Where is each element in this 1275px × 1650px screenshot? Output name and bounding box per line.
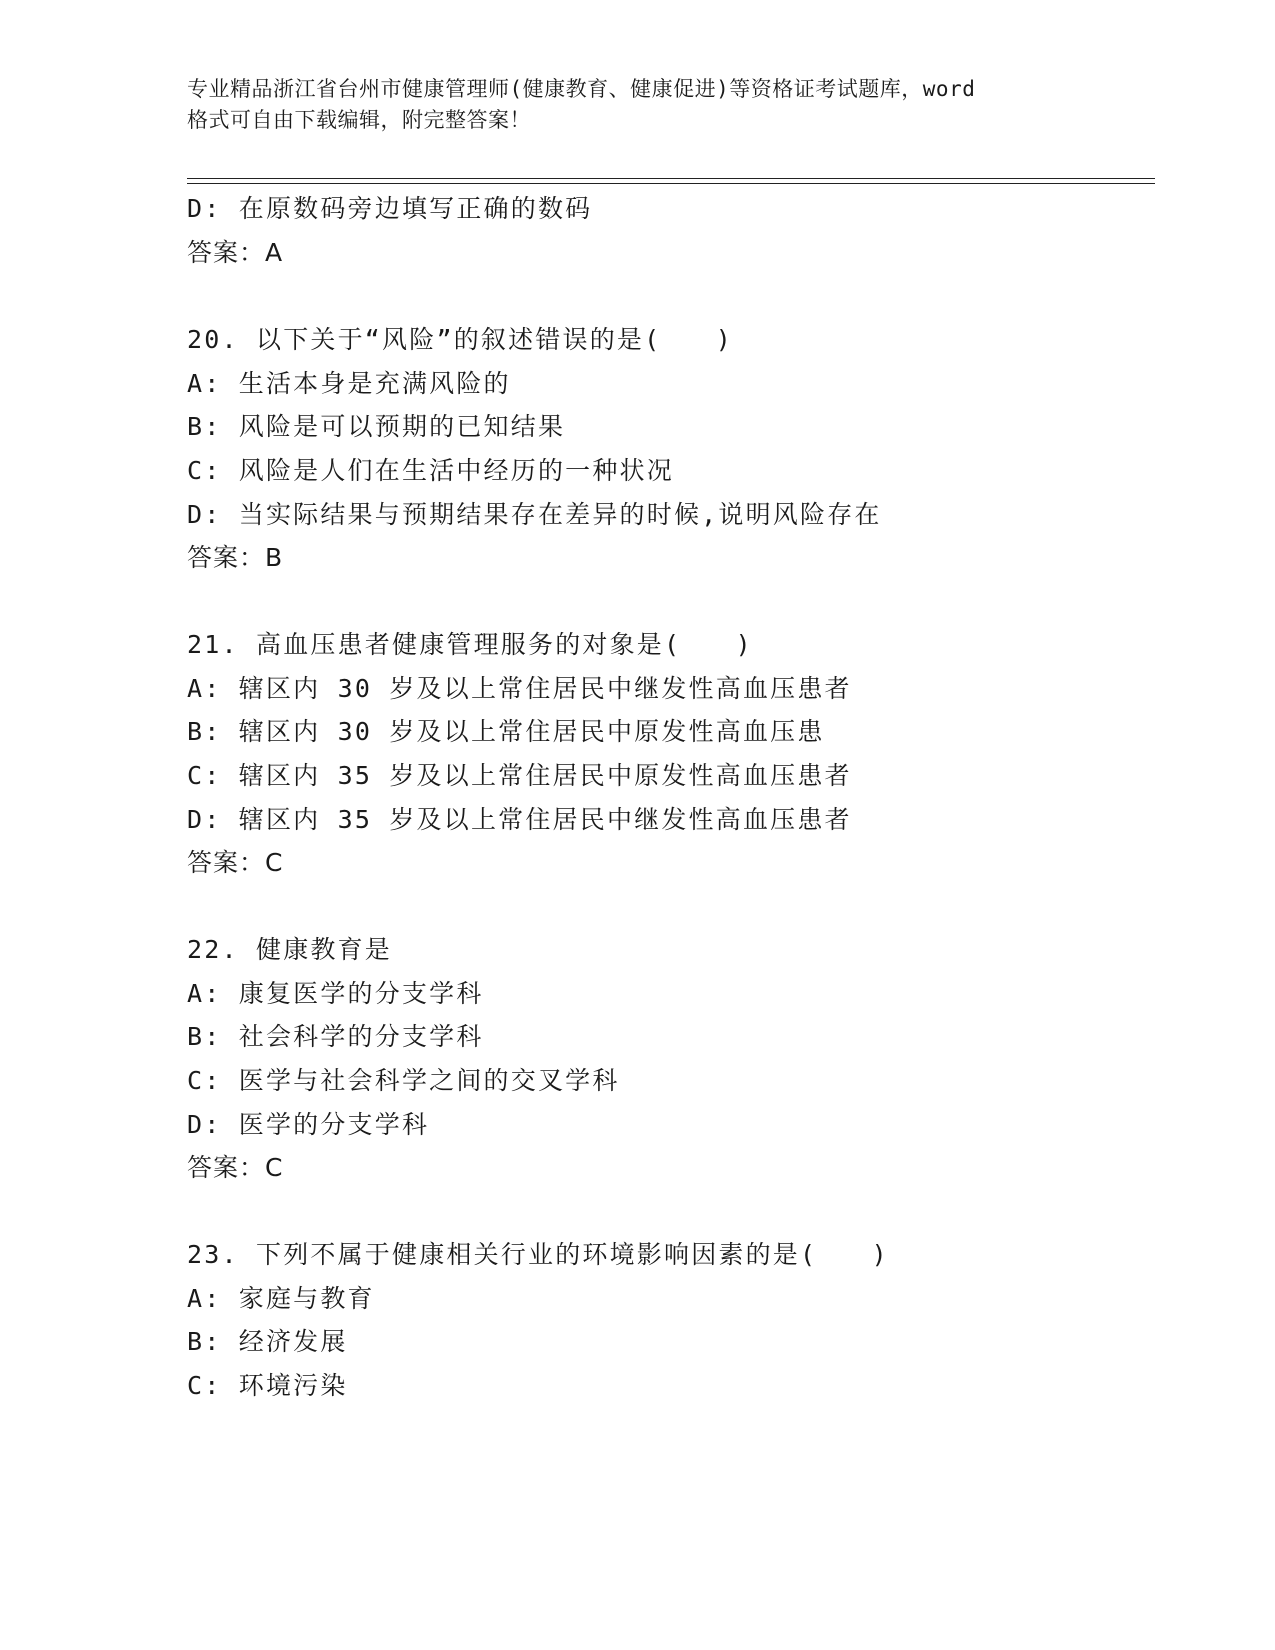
question-21-option-b: B: 辖区内 30 岁及以上常住居民中原发性高血压患 (187, 717, 825, 746)
question-23-stem: 23. 下列不属于健康相关行业的环境影响因素的是( ) (187, 1240, 889, 1269)
question-20-option-a: A: 生活本身是充满风险的 (187, 369, 511, 398)
question-21-answer: 答案：C (187, 848, 284, 877)
header-divider-bottom (187, 183, 1155, 184)
header-line-2: 格式可自由下载编辑，附完整答案！ (187, 108, 531, 132)
question-20-option-b: B: 风险是可以预期的已知结果 (187, 412, 566, 441)
question-22-answer: 答案：C (187, 1153, 284, 1182)
question-20-option-c: C: 风险是人们在生活中经历的一种状况 (187, 456, 674, 485)
question-22-option-c: C: 医学与社会科学之间的交叉学科 (187, 1066, 620, 1095)
question-22-option-a: A: 康复医学的分支学科 (187, 979, 484, 1008)
question-22-stem: 22. 健康教育是 (187, 935, 393, 964)
question-23-option-c: C: 环境污染 (187, 1371, 348, 1400)
question-22-option-d: D: 医学的分支学科 (187, 1110, 430, 1139)
question-20-option-d: D: 当实际结果与预期结果存在差异的时候,说明风险存在 (187, 500, 882, 529)
question-23-option-b: B: 经济发展 (187, 1327, 348, 1356)
prev-option-d: D: 在原数码旁边填写正确的数码 (187, 194, 593, 223)
question-23-option-a: A: 家庭与教育 (187, 1284, 375, 1313)
question-21-stem: 21. 高血压患者健康管理服务的对象是( ) (187, 630, 753, 659)
question-20-answer: 答案：B (187, 543, 284, 572)
header-divider-top (187, 178, 1155, 179)
question-22-option-b: B: 社会科学的分支学科 (187, 1022, 484, 1051)
question-21-option-c: C: 辖区内 35 岁及以上常住居民中原发性高血压患者 (187, 761, 852, 790)
question-21-option-a: A: 辖区内 30 岁及以上常住居民中继发性高血压患者 (187, 674, 852, 703)
question-21-option-d: D: 辖区内 35 岁及以上常住居民中继发性高血压患者 (187, 805, 852, 834)
document-header (187, 74, 1087, 136)
question-20-stem: 20. 以下关于“风险”的叙述错误的是( ) (187, 325, 734, 354)
prev-answer: 答案：A (187, 238, 284, 267)
header-line-1: 专业精品浙江省台州市健康管理师(健康教育、健康促进)等资格证考试题库，word (187, 77, 976, 101)
